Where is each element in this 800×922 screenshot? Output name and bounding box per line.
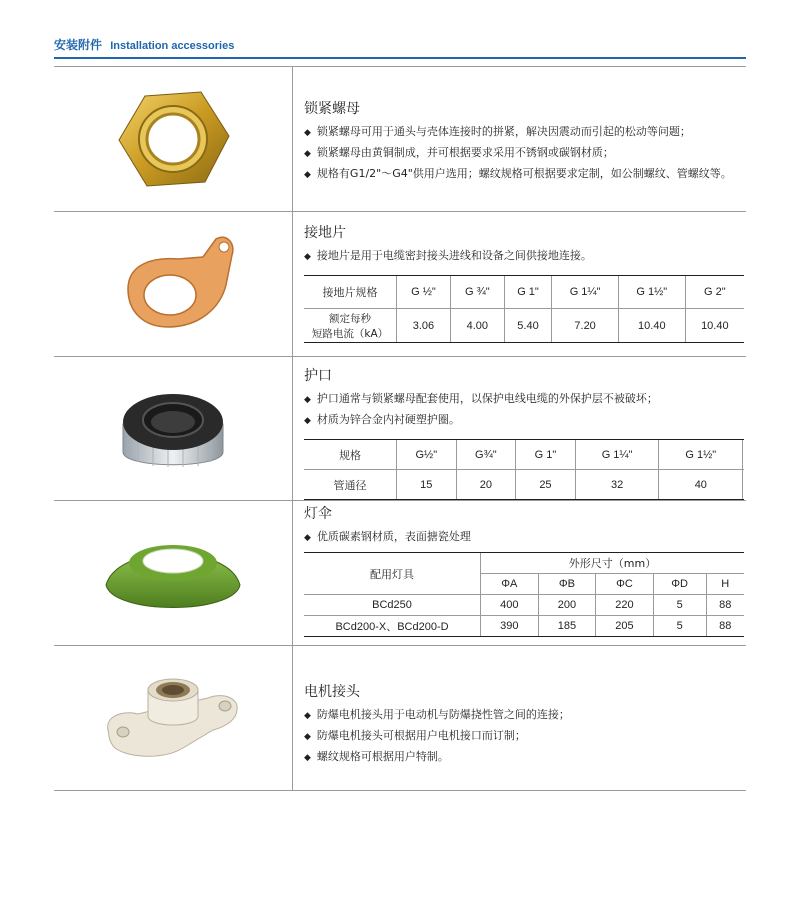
table-header-cell: ΦD [653, 574, 706, 595]
table-header-cell: G ½" [397, 276, 451, 309]
bullet-item: ◆ 螺纹规格可根据用户特制。 [304, 750, 449, 763]
table-header-cell: G 2" [685, 276, 744, 309]
table-header-cell: 规格 [304, 440, 397, 470]
table-cell: 10.40 [685, 309, 744, 343]
table-cell: 40 [659, 470, 743, 500]
section-title: 接地片 [304, 225, 346, 241]
diamond-bullet-icon: ◆ [304, 170, 311, 180]
section-rule [54, 790, 746, 791]
diamond-bullet-icon: ◆ [304, 395, 311, 405]
header-rule [54, 57, 746, 59]
lamp-shade-table [304, 552, 744, 637]
bullet-item: ◆ 接地片是用于电缆密封接头进线和设备之间供接地连接。 [304, 249, 592, 262]
section-title: 电机接头 [304, 684, 360, 700]
table-cell: 32 [575, 470, 659, 500]
table-cell: 10.40 [618, 309, 685, 343]
section-title: 护口 [304, 368, 332, 384]
table-cell: 88 [706, 595, 744, 616]
table-header-cell: ΦB [538, 574, 596, 595]
table-header-cell: H [706, 574, 744, 595]
table-cell: 400 [481, 595, 539, 616]
header-title-cn: 安装附件 [54, 38, 103, 52]
diamond-bullet-icon: ◆ [304, 252, 311, 262]
table-cell: 200 [538, 595, 596, 616]
table-header-cell: 接地片规格 [304, 276, 397, 309]
bushing-image [54, 357, 292, 500]
table-cell: 5.40 [504, 309, 551, 343]
page-header [54, 36, 234, 53]
table-header-cell: G 1¼" [575, 440, 659, 470]
section-grounding-lug [54, 212, 746, 356]
table-cell: 3.06 [397, 309, 451, 343]
diamond-bullet-icon: ◆ [304, 149, 311, 159]
diamond-bullet-icon: ◆ [304, 753, 311, 763]
table-cell: 5 [653, 616, 706, 637]
diamond-bullet-icon: ◆ [304, 416, 311, 426]
table-cell: 5 [653, 595, 706, 616]
table-header-cell: ΦA [481, 574, 539, 595]
motor-connector-image [54, 646, 292, 790]
table-cell: 7.20 [552, 309, 619, 343]
lock-nut-image [54, 67, 292, 211]
diamond-bullet-icon: ◆ [304, 732, 311, 742]
table-cell: 185 [538, 616, 596, 637]
section-lamp-shade [54, 501, 746, 645]
table-row-label: BCd250 [304, 595, 481, 616]
table-header-cell: G ¾" [450, 276, 504, 309]
bullet-item: ◆ 锁紧螺母由黄铜制成，并可根据要求采用不锈钢或碳钢材质； [304, 146, 614, 159]
bullet-item: ◆ 规格有G1/2"～G4"供用户选用；螺纹规格可根据要求定制，如公制螺纹、管螺纹等。 [304, 167, 732, 180]
table-row-label: BCd200-X、BCd200-D [304, 616, 481, 637]
table-cell: 15 [397, 470, 457, 500]
table-header-cell: 配用灯具 [304, 553, 481, 595]
table-cell: 4.00 [450, 309, 504, 343]
table-header-cell [743, 440, 744, 470]
bullet-item: ◆ 优质碳素钢材质，表面搪瓷处理 [304, 530, 471, 543]
bullet-item: ◆ 防爆电机接头用于电动机与防爆挠性管之间的连接； [304, 708, 570, 721]
grounding-lug-table [304, 275, 744, 343]
bullet-item: ◆ 防爆电机接头可根据用户电机接口而订制； [304, 729, 526, 742]
section-title: 锁紧螺母 [304, 101, 360, 117]
grounding-lug-image [54, 212, 292, 356]
section-title: 灯伞 [304, 506, 332, 522]
table-header-cell: 外形尺寸（mm） [481, 553, 745, 574]
table-cell: 20 [456, 470, 516, 500]
bullet-item: ◆ 护口通常与锁紧螺母配套使用，以保护电线电缆的外保护层不被破坏； [304, 392, 658, 405]
table-cell: 88 [706, 616, 744, 637]
table-cell: 220 [596, 595, 654, 616]
section-bushing [54, 357, 746, 500]
diamond-bullet-icon: ◆ [304, 711, 311, 721]
table-row-label: 管通径 [304, 470, 397, 500]
table-cell: 390 [481, 616, 539, 637]
bullet-item: ◆ 锁紧螺母可用于通头与壳体连接时的拼紧，解决因震动而引起的松动等问题； [304, 125, 691, 138]
table-header-cell: ΦC [596, 574, 654, 595]
table-row-label: 额定每秒 短路电流（kA） [304, 309, 397, 343]
table-cell: 25 [516, 470, 576, 500]
table-header-cell: G 1" [504, 276, 551, 309]
header-title-en: Installation accessories [110, 40, 235, 52]
table-header-cell: G½" [397, 440, 457, 470]
table-cell [743, 470, 744, 500]
bushing-table [304, 439, 744, 500]
table-header-cell: G 1½" [659, 440, 743, 470]
table-header-cell: G 1½" [618, 276, 685, 309]
table-header-cell: G 1¼" [552, 276, 619, 309]
section-lock-nut [54, 67, 746, 211]
table-header-cell: G 1" [516, 440, 576, 470]
table-header-cell: G¾" [456, 440, 516, 470]
bullet-item: ◆ 材质为锌合金内衬硬塑护圈。 [304, 413, 460, 426]
table-cell: 205 [596, 616, 654, 637]
section-motor-connector [54, 646, 746, 790]
diamond-bullet-icon: ◆ [304, 533, 311, 543]
lamp-shade-image [54, 501, 292, 645]
diamond-bullet-icon: ◆ [304, 128, 311, 138]
